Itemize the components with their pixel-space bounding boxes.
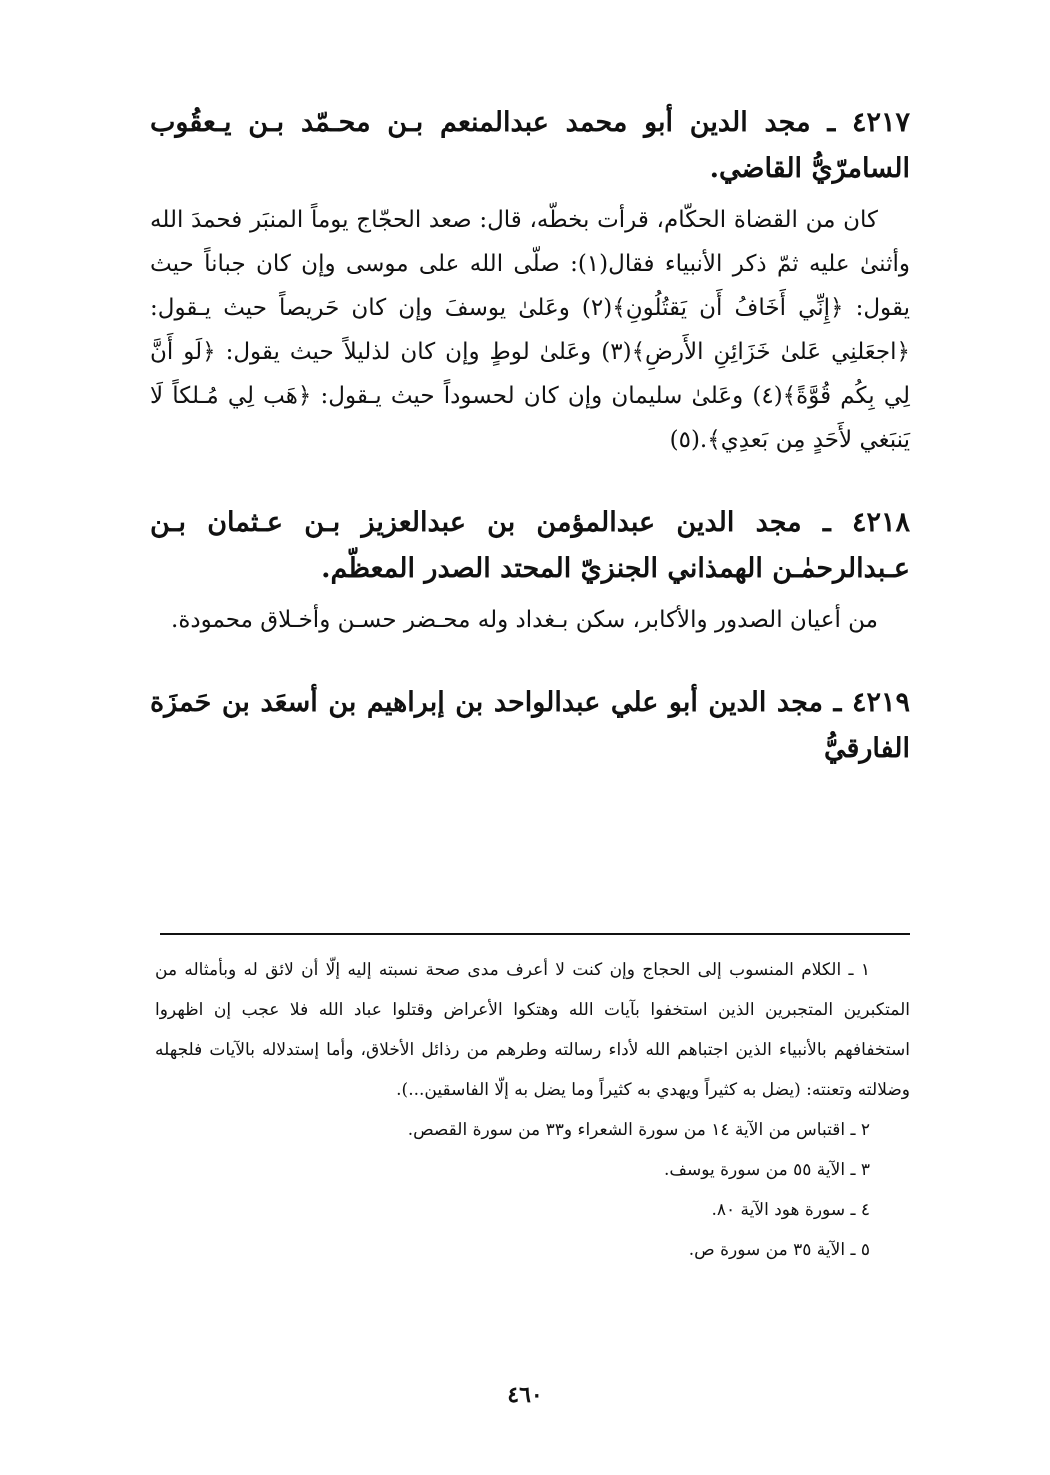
page-content [150,100,910,810]
footnote-4: ٤ ـ سورة هود الآية ٨٠. [711,1200,870,1220]
entry-heading: ٤٢١٨ ـ مجد الدين عبدالمؤمن بن عبدالعزيز بـن عـثمان بـن عـبدالرحمٰـن الهمذاني الجنزيّ المحتد الصدر المعظّم. [150,507,910,584]
entry-text: من أعيان الصدور والأكابر، سكن بـغداد وله محـضر حسـن وأخـلاق محمودة. [171,607,878,633]
footnote-3: ٣ ـ الآية ٥٥ من سورة يوسف. [663,1160,870,1180]
footnote-5: ٥ ـ الآية ٣٥ من سورة ص. [688,1240,870,1260]
biography-entry-4219 [150,680,910,772]
footnote-2: ٢ ـ اقتباس من الآية ١٤ من سورة الشعراء و٣٣ من سورة القصص. [407,1120,870,1140]
footnotes [155,950,910,1270]
entry-heading: ٤٢١٩ ـ مجد الدين أبو علي عبدالواحد بن إبراهيم بن أسعَد بن حَمزَة الفارقيُّ [150,687,910,764]
entry-text: كان من القضاة الحكّام، قرأت بخطّه، قال: صعد الحجّاج يوماً المنبَر فحمدَ الله وأثنىٰ عليه ثمّ ذكر الأنبياء فقال(١): صلّى الله على موسى وإن كان جباناً حيث يقول: ﴿إِنِّي أَخَافُ أَن يَقتُلُونِ﴾(٢) وعَلىٰ يوسفَ وإن كان حَريصاً حيث يـقول: ﴿اجعَلنِي عَلىٰ خَزَائِنِ الأَرضِ﴾(٣) وعَلىٰ لوطٍ وإن كان لذليلاً حيث يقول: ﴿لَو أَنَّ لِي بِكُم قُوَّةً﴾(٤) وعَلىٰ سليمان وإن كان لحسوداً حيث يـقول: ﴿هَب لِي مُـلكاً لَا يَنبَغي لأَحَدٍ مِن بَعدِي﴾.(٥) [150,207,910,453]
page-number: ٤٦٠ [507,1382,543,1408]
footnote-1: ١ ـ الكلام المنسوب إلى الحجاج وإن كنت لا أعرف مدى صحة نسبته إليه إلّا أن لائق له وبأمثاله من المتكبرين المتجبرين الذين استخفوا بآيات الله وهتكوا الأعراض وقتلوا عباد الله فلا عجب إن اظهروا استخفافهم بالأنبياء الذين اجتباهم الله لأداء رسالته وطرهم من رذائل الأخلاق، وأما إستدلاله بالآيات فلجهله وضلالته وتعنته: (يضل به كثيراً ويهدي به كثيراً وما يضل به إلّا الفاسقين...). [155,960,910,1100]
biography-entry-4217 [150,100,910,462]
footnote-divider [160,933,910,935]
entry-heading: ٤٢١٧ ـ مجد الدين أبو محمد عبدالمنعم بـن محـمّد بـن يـعقُوب السامرّيُّ القاضي. [150,107,910,184]
biography-entry-4218 [150,500,910,642]
